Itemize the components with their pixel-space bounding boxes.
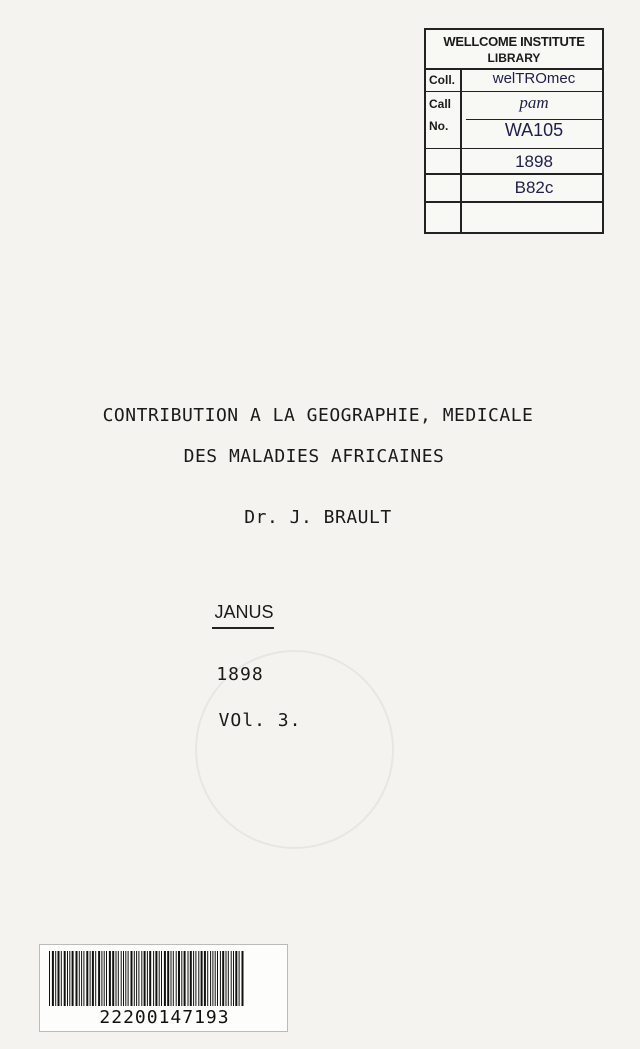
document-title-line2: DES MALADIES AFRICAINES <box>183 446 445 467</box>
stamp-row-call-no <box>426 92 602 148</box>
stamp-institute-name: WELLCOME INSTITUTE <box>443 34 585 49</box>
stamp-line3: 1898 <box>515 152 553 171</box>
barcode-icon <box>49 951 278 1006</box>
stamp-call-line1: pam <box>466 93 602 120</box>
publication-year: 1898 <box>216 664 264 685</box>
stamp-call-line2: WA105 <box>504 120 564 140</box>
stamp-library-label: LIBRARY <box>487 51 541 65</box>
stamp-no-label: No. <box>429 119 449 133</box>
stamp-row-4 <box>426 174 602 202</box>
stamp-line5 <box>466 203 602 232</box>
volume-number: VOl. 3. <box>218 710 302 731</box>
stamp-coll-label: Coll. <box>426 68 462 91</box>
stamp-row-5 <box>426 202 602 232</box>
document-author: Dr. J. BRAULT <box>244 507 392 528</box>
barcode-label <box>39 944 288 1032</box>
journal-underline <box>212 627 274 629</box>
barcode-number: 22200147193 <box>99 1007 230 1028</box>
library-stamp <box>424 28 604 234</box>
journal-name: JANUS <box>214 602 274 622</box>
stamp-call-label: Call <box>429 97 452 111</box>
stamp-row-3 <box>426 148 602 174</box>
stamp-coll-value: welTROmec <box>492 70 576 87</box>
stamp-call-no-label <box>426 92 462 148</box>
stamp-line4: B82c <box>514 178 554 197</box>
document-title-line1: CONTRIBUTION A LA GEOGRAPHIE, MEDICALE <box>102 405 534 426</box>
stamp-call-value <box>466 92 602 148</box>
stamp-header <box>426 30 602 70</box>
stamp-row-coll <box>426 68 602 92</box>
